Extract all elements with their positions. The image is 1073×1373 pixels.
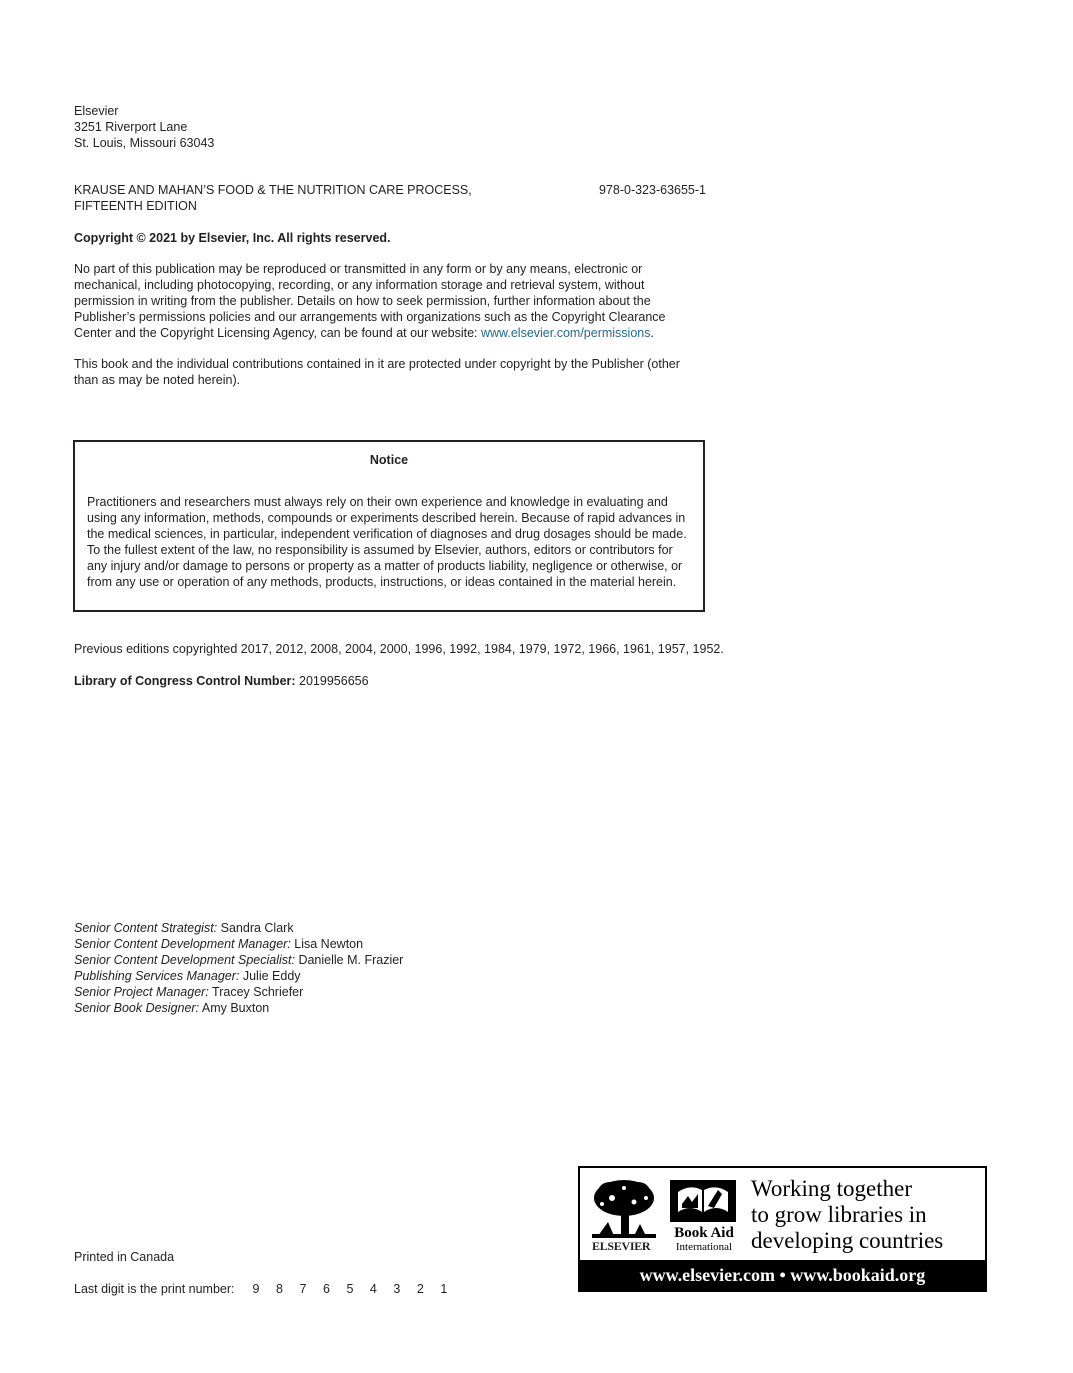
print-number-line <box>74 1281 454 1297</box>
permissions-paragraph <box>74 261 704 341</box>
credit-name: Sandra Clark <box>220 921 294 935</box>
elsevier-wordmark: ELSEVIER <box>592 1239 651 1253</box>
book-title-line: FIFTEENTH EDITION <box>74 199 197 213</box>
credit-role: Senior Project Manager: <box>74 985 209 999</box>
permissions-end: . <box>650 326 654 340</box>
address-line: 3251 Riverport Lane <box>74 120 188 134</box>
credit-item <box>74 936 403 952</box>
previous-editions: Previous editions copyrighted 2017, 2012, 2008, 2004, 2000, 1996, 1992, 1984, 1979, 1972, 1966, 1961, 1957, 1952. <box>74 642 724 656</box>
notice-title: Notice <box>369 453 409 467</box>
credit-name: Amy Buxton <box>201 1001 270 1015</box>
book-aid-badge <box>578 1166 987 1292</box>
copyright-line: Copyright © 2021 by Elsevier, Inc. All rights reserved. <box>74 231 391 245</box>
isbn: 978-0-323-63655-1 <box>598 183 706 197</box>
badge-tagline <box>751 1176 943 1254</box>
credit-role: Publishing Services Manager: <box>74 969 240 983</box>
credit-role: Senior Content Development Manager: <box>74 937 291 951</box>
book-aid-word: Book Aid <box>674 1225 734 1241</box>
permissions-link[interactable]: www.elsevier.com/permissions <box>480 326 651 340</box>
publisher-address <box>74 103 214 151</box>
lccn-value: 2019956656 <box>299 674 369 688</box>
print-number-digits <box>246 1282 454 1296</box>
protection-paragraph: This book and the individual contributions contained in it are protected under copyright by the Publisher (other than as may be noted herein). <box>74 357 680 387</box>
credit-name: Tracey Schriefer <box>212 985 304 999</box>
credit-item <box>74 1000 403 1016</box>
credit-item <box>74 952 403 968</box>
printed-in: Printed in Canada <box>74 1250 175 1264</box>
credit-role: Senior Content Development Specialist: <box>74 953 295 967</box>
address-line: St. Louis, Missouri 63043 <box>74 136 215 150</box>
address-line: Elsevier <box>74 104 119 118</box>
book-aid-logo-icon <box>668 1178 738 1224</box>
credit-role: Senior Content Strategist: <box>74 921 218 935</box>
tagline-line: Working together <box>751 1176 913 1201</box>
print-digit: 9 <box>252 1282 260 1296</box>
notice-body: Practitioners and researchers must always rely on their own experience and knowledge in evaluating and using any information, methods, compounds or experiments described herein. Because of rapid advances in the medical sciences, in particular, independent verification of diagnoses and drug dosages should be made. To the fullest extent of the law, no responsibility is assumed by Elsevier, authors, editors or contributors for any injury and/or damage to persons or property as a matter of products liability, negligence or otherwise, or from any use or operation of any methods, products, instructions, or ideas contained in the material herein. <box>87 495 687 589</box>
print-number-label: Last digit is the print number: <box>74 1282 235 1296</box>
credit-item <box>74 984 403 1000</box>
badge-urls: www.elsevier.com • www.bookaid.org <box>580 1260 985 1290</box>
permissions-text: No part of this publication may be reproduced or transmitted in any form or by any means, electronic or mechanical, including photocopying, recording, or any information storage and retrieval system, without permission in writing from the publisher. Details on how to seek permission, further information about the Publisher’s permissions policies and our arrangements with organizations such as the Copyright Clearance Center and the Copyright Licensing Agency, can be found at our website: <box>74 262 666 340</box>
credit-name: Julie Eddy <box>242 969 301 983</box>
notice-box <box>73 440 705 612</box>
book-aid-subword: International <box>675 1241 733 1253</box>
print-digit: 3 <box>393 1282 401 1296</box>
lccn <box>74 673 369 689</box>
print-digit: 2 <box>416 1282 424 1296</box>
credits-list <box>74 920 403 1016</box>
credit-name: Lisa Newton <box>294 937 364 951</box>
book-title-block <box>74 182 706 214</box>
elsevier-tree-logo-icon <box>590 1178 658 1240</box>
print-digit: 4 <box>369 1282 377 1296</box>
credit-item <box>74 920 403 936</box>
print-digit: 6 <box>322 1282 330 1296</box>
print-digit: 7 <box>299 1282 307 1296</box>
tagline-line: developing countries <box>751 1228 944 1253</box>
tagline-line: to grow libraries in <box>751 1202 927 1227</box>
print-digit: 8 <box>275 1282 283 1296</box>
print-digit: 1 <box>440 1282 448 1296</box>
credit-name: Danielle M. Frazier <box>298 953 404 967</box>
lccn-label: Library of Congress Control Number: <box>74 674 296 688</box>
book-aid-wordmark <box>668 1225 740 1253</box>
credit-role: Senior Book Designer: <box>74 1001 200 1015</box>
print-digit: 5 <box>346 1282 354 1296</box>
book-title-line: KRAUSE AND MAHAN’S FOOD & THE NUTRITION CARE PROCESS, <box>74 183 472 197</box>
credit-item <box>74 968 403 984</box>
